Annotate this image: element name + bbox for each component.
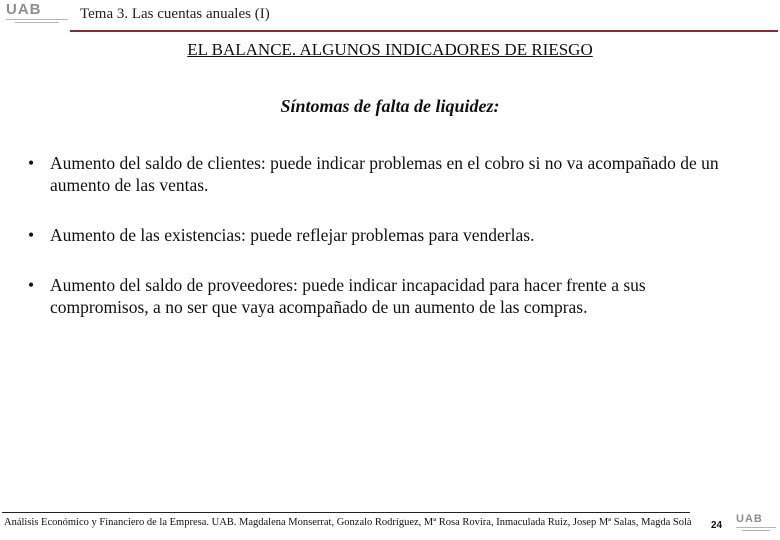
- footer-rule: [2, 512, 690, 513]
- logo-line: [6, 19, 68, 20]
- page-number: 24: [711, 520, 723, 531]
- header-title: Tema 3. Las cuentas anuales (I): [80, 6, 270, 22]
- bullet-item: [28, 224, 748, 246]
- bullet-text: Aumento del saldo de clientes: puede indicar problemas en el cobro si no va acompañado de un aumento de las ventas.: [50, 153, 719, 195]
- uab-logo-top-letters: UAB: [6, 1, 42, 18]
- bullet-text: Aumento de las existencias: puede reflejar problemas para venderlas.: [50, 225, 535, 245]
- uab-logo-bottom: [736, 514, 776, 538]
- logo-line: [742, 530, 770, 531]
- logo-line: [15, 22, 58, 23]
- uab-logo-bottom-letters: UAB: [736, 513, 763, 525]
- slide-title: EL BALANCE. ALGUNOS INDICADORES DE RIESGO: [187, 40, 593, 59]
- bullet-item: [28, 152, 748, 196]
- bullet-icon: •: [28, 153, 35, 173]
- footer-credits: Análisis Económico y Financiero de la Empresa. UAB. Magdalena Monserrat, Gonzalo Rodríguez, Mª Rosa Rovira, Inmaculada Ruiz, Josep Mª Salas, Magda Solà: [4, 517, 692, 528]
- bullet-text: Aumento del saldo de proveedores: puede indicar incapacidad para hacer frente a sus compromisos, a no ser que vaya acompañado de un aumento de las compras.: [50, 275, 646, 317]
- bullet-list: [28, 152, 748, 346]
- bullet-item: [28, 274, 748, 318]
- bullet-icon: •: [28, 275, 35, 295]
- header-rule: [70, 30, 778, 32]
- bullet-icon: •: [28, 225, 35, 245]
- logo-line: [736, 527, 776, 528]
- uab-logo-top: [6, 2, 68, 28]
- slide-subtitle: Síntomas de falta de liquidez:: [280, 96, 500, 116]
